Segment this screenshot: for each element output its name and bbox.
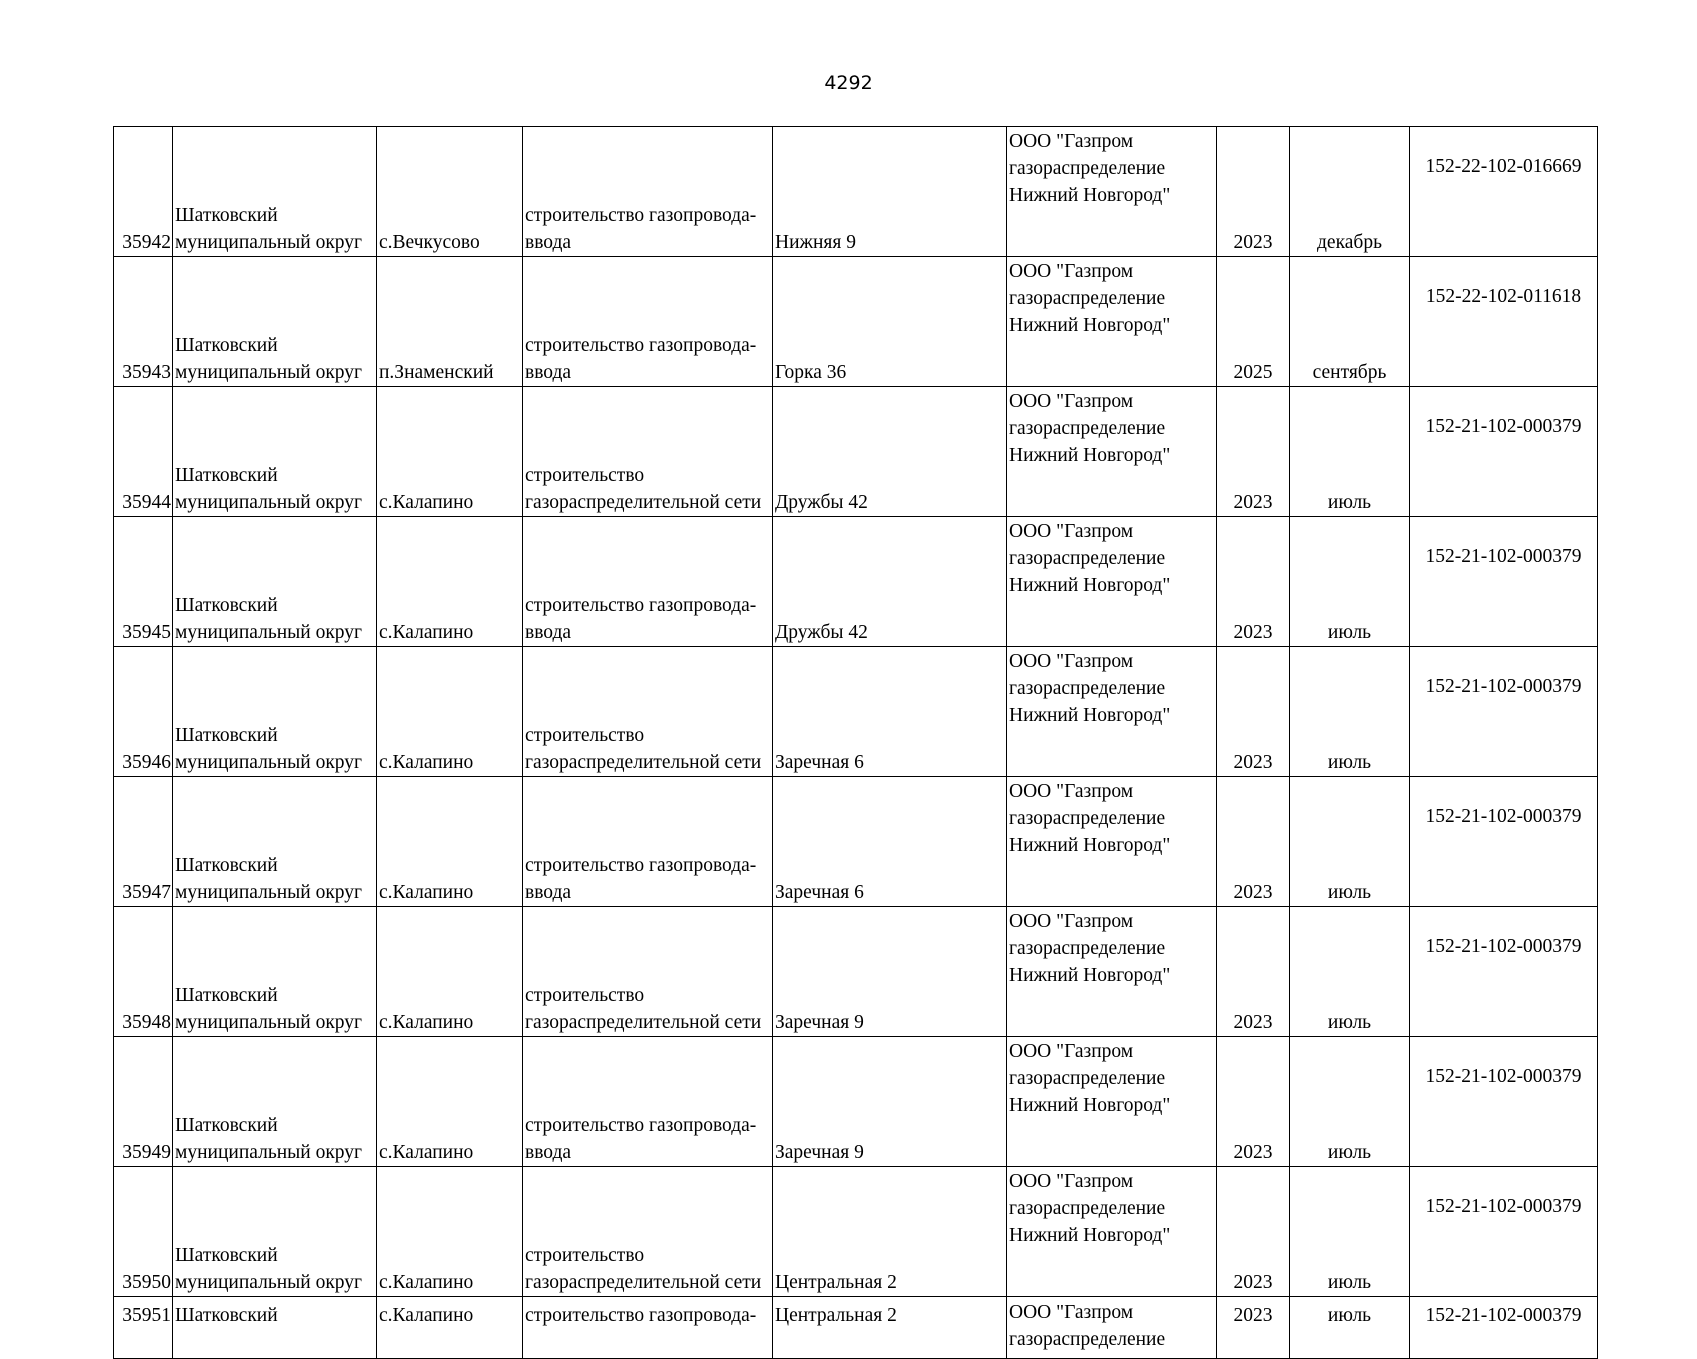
district-cell: Шатковский муниципальный округ [173,517,377,647]
permit-number-cell: 152-21-102-000379 [1410,1167,1598,1297]
year-cell: 2025 [1217,257,1290,387]
work-type-cell: строительство газопровода- ввода [523,517,773,647]
district-cell: Шатковский муниципальный округ [173,387,377,517]
settlement-cell: с.Калапино [377,517,523,647]
settlement-cell: п.Знаменский [377,257,523,387]
row-number-cell: 35948 [114,907,173,1037]
organization-cell: ООО "Газпром газораспределение Нижний Новгород" [1007,777,1217,907]
row-number-cell: 35944 [114,387,173,517]
year-cell: 2023 [1217,647,1290,777]
organization-cell: ООО "Газпром газораспределение Нижний Новгород" [1007,257,1217,387]
table-row [114,387,1598,517]
row-number-cell: 35950 [114,1167,173,1297]
permit-number-cell: 152-22-102-016669 [1410,127,1598,257]
work-type-cell: строительство газопровода- ввода [523,127,773,257]
work-type-cell: строительство газораспределительной сети [523,387,773,517]
table-row [114,647,1598,777]
work-type-cell: строительство газопровода- [523,1297,773,1359]
year-cell: 2023 [1217,127,1290,257]
month-cell: июль [1290,517,1410,647]
settlement-cell: с.Вечкусово [377,127,523,257]
row-number-cell: 35942 [114,127,173,257]
address-cell: Дружбы 42 [773,517,1007,647]
address-cell: Заречная 6 [773,777,1007,907]
address-cell: Центральная 2 [773,1167,1007,1297]
table-body [114,127,1598,1359]
row-number-cell: 35951 [114,1297,173,1359]
year-cell: 2023 [1217,1297,1290,1359]
address-cell: Нижняя 9 [773,127,1007,257]
district-cell: Шатковский муниципальный округ [173,257,377,387]
address-cell: Заречная 9 [773,1037,1007,1167]
settlement-cell: с.Калапино [377,777,523,907]
year-cell: 2023 [1217,517,1290,647]
month-cell: декабрь [1290,127,1410,257]
month-cell: июль [1290,907,1410,1037]
work-type-cell: строительство газораспределительной сети [523,647,773,777]
permit-number-cell: 152-21-102-000379 [1410,907,1598,1037]
address-cell: Горка 36 [773,257,1007,387]
month-cell: июль [1290,647,1410,777]
table-row [114,1297,1598,1359]
month-cell: сентябрь [1290,257,1410,387]
district-cell: Шатковский муниципальный округ [173,907,377,1037]
work-type-cell: строительство газопровода- ввода [523,257,773,387]
district-cell: Шатковский муниципальный округ [173,777,377,907]
table-row [114,517,1598,647]
address-cell: Заречная 9 [773,907,1007,1037]
district-cell: Шатковский муниципальный округ [173,127,377,257]
organization-cell: ООО "Газпром газораспределение Нижний Новгород" [1007,647,1217,777]
row-number-cell: 35945 [114,517,173,647]
table-row [114,777,1598,907]
year-cell: 2023 [1217,777,1290,907]
settlement-cell: с.Калапино [377,907,523,1037]
permit-number-cell: 152-21-102-000379 [1410,1037,1598,1167]
table-row [114,127,1598,257]
permit-number-cell: 152-21-102-000379 [1410,1297,1598,1359]
organization-cell: ООО "Газпром газораспределение Нижний Новгород" [1007,907,1217,1037]
organization-cell: ООО "Газпром газораспределение [1007,1297,1217,1359]
settlement-cell: с.Калапино [377,647,523,777]
organization-cell: ООО "Газпром газораспределение Нижний Новгород" [1007,387,1217,517]
work-type-cell: строительство газопровода- ввода [523,1037,773,1167]
row-number-cell: 35947 [114,777,173,907]
settlement-cell: с.Калапино [377,1297,523,1359]
address-cell: Центральная 2 [773,1297,1007,1359]
organization-cell: ООО "Газпром газораспределение Нижний Новгород" [1007,1167,1217,1297]
month-cell: июль [1290,1167,1410,1297]
address-cell: Заречная 6 [773,647,1007,777]
month-cell: июль [1290,387,1410,517]
organization-cell: ООО "Газпром газораспределение Нижний Новгород" [1007,517,1217,647]
month-cell: июль [1290,1297,1410,1359]
settlement-cell: с.Калапино [377,387,523,517]
gasification-table [113,126,1598,1359]
row-number-cell: 35949 [114,1037,173,1167]
table-row [114,1037,1598,1167]
year-cell: 2023 [1217,907,1290,1037]
year-cell: 2023 [1217,1167,1290,1297]
permit-number-cell: 152-21-102-000379 [1410,387,1598,517]
permit-number-cell: 152-21-102-000379 [1410,517,1598,647]
table-row [114,1167,1598,1297]
row-number-cell: 35943 [114,257,173,387]
table-row [114,907,1598,1037]
month-cell: июль [1290,777,1410,907]
organization-cell: ООО "Газпром газораспределение Нижний Новгород" [1007,127,1217,257]
district-cell: Шатковский муниципальный округ [173,1167,377,1297]
organization-cell: ООО "Газпром газораспределение Нижний Новгород" [1007,1037,1217,1167]
settlement-cell: с.Калапино [377,1037,523,1167]
permit-number-cell: 152-21-102-000379 [1410,777,1598,907]
row-number-cell: 35946 [114,647,173,777]
table-row [114,257,1598,387]
year-cell: 2023 [1217,1037,1290,1167]
permit-number-cell: 152-21-102-000379 [1410,647,1598,777]
district-cell: Шатковский муниципальный округ [173,647,377,777]
work-type-cell: строительство газопровода- ввода [523,777,773,907]
year-cell: 2023 [1217,387,1290,517]
work-type-cell: строительство газораспределительной сети [523,1167,773,1297]
work-type-cell: строительство газораспределительной сети [523,907,773,1037]
district-cell: Шатковский [173,1297,377,1359]
permit-number-cell: 152-22-102-011618 [1410,257,1598,387]
page-number: 4292 [824,72,873,94]
month-cell: июль [1290,1037,1410,1167]
settlement-cell: с.Калапино [377,1167,523,1297]
district-cell: Шатковский муниципальный округ [173,1037,377,1167]
address-cell: Дружбы 42 [773,387,1007,517]
